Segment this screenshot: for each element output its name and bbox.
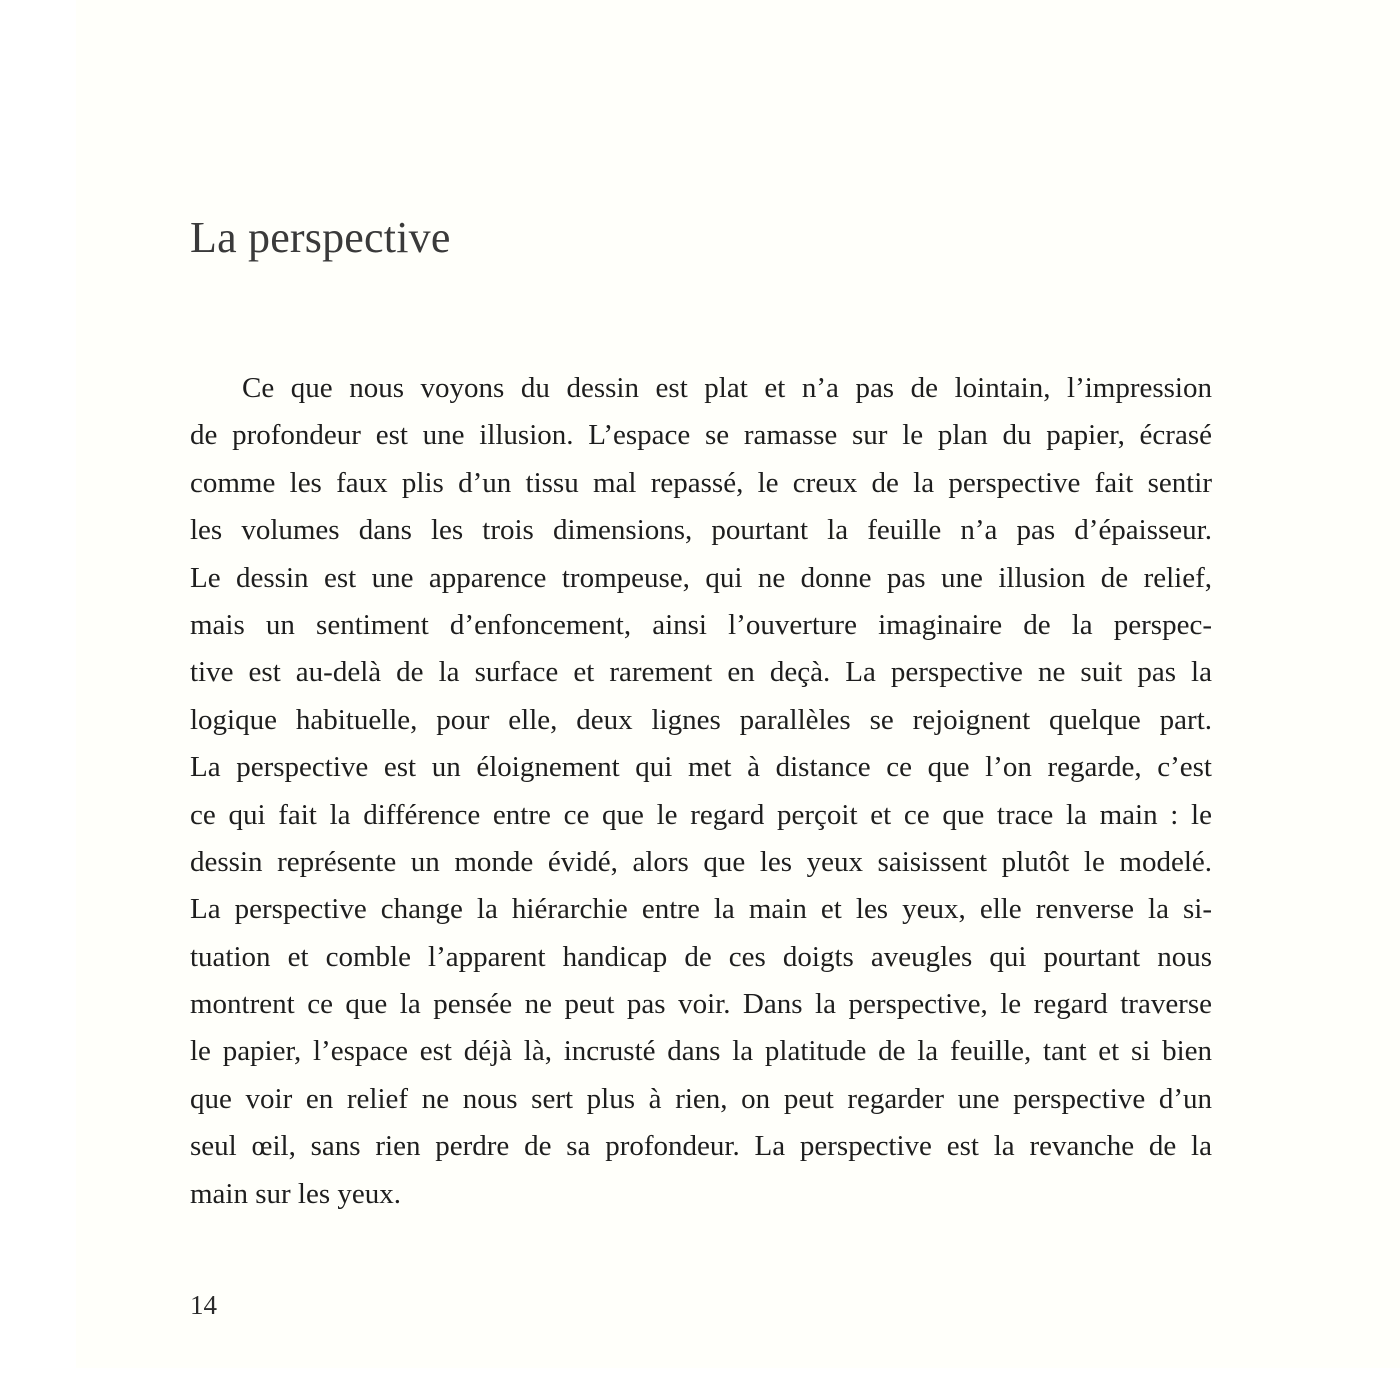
text-line: le papier, l’espace est déjà là, incrusté dans la platitude de la feuille, tant et si bien	[190, 1035, 1212, 1068]
chapter-title: La perspective	[190, 213, 451, 262]
text-line: tuation et comble l’apparent handicap de ces doigts aveugles qui pourtant nous	[190, 940, 1212, 973]
text-line: Le dessin est une apparence trompeuse, qui ne donne pas une illusion de relief,	[190, 561, 1212, 594]
text-line: La perspective est un éloignement qui met à distance ce que l’on regarde, c’est	[190, 751, 1212, 784]
text-line: ce qui fait la différence entre ce que le regard perçoit et ce que trace la main : le	[190, 798, 1212, 831]
text-line: de profondeur est une illusion. L’espace se ramasse sur le plan du papier, écrasé	[190, 419, 1212, 452]
text-line: main sur les yeux.	[190, 1177, 402, 1210]
text-line: mais un sentiment d’enfoncement, ainsi l’ouverture imaginaire de la perspec-	[190, 608, 1212, 641]
body-paragraph	[190, 365, 1212, 1218]
text-line: tive est au-delà de la surface et rarement en deçà. La perspective ne suit pas la	[190, 656, 1212, 689]
text-line: montrent ce que la pensée ne peut pas voir. Dans la perspective, le regard traverse	[190, 988, 1212, 1021]
page-number: 14	[190, 1290, 217, 1320]
text-line: seul œil, sans rien perdre de sa profondeur. La perspective est la revanche de la	[190, 1130, 1212, 1163]
text-line: dessin représente un monde évidé, alors que les yeux saisissent plutôt le modelé.	[190, 845, 1212, 878]
text-line: que voir en relief ne nous sert plus à rien, on peut regarder une perspective d’un	[190, 1082, 1212, 1115]
text-line: comme les faux plis d’un tissu mal repassé, le creux de la perspective fait sentir	[190, 466, 1212, 499]
text-line: les volumes dans les trois dimensions, pourtant la feuille n’a pas d’épaisseur.	[190, 514, 1212, 547]
text-line: logique habituelle, pour elle, deux lignes parallèles se rejoignent quelque part.	[190, 703, 1212, 736]
text-line: La perspective change la hiérarchie entre la main et les yeux, elle renverse la si-	[190, 893, 1212, 926]
text-line: Ce que nous voyons du dessin est plat et n’a pas de lointain, l’impression	[242, 372, 1212, 404]
